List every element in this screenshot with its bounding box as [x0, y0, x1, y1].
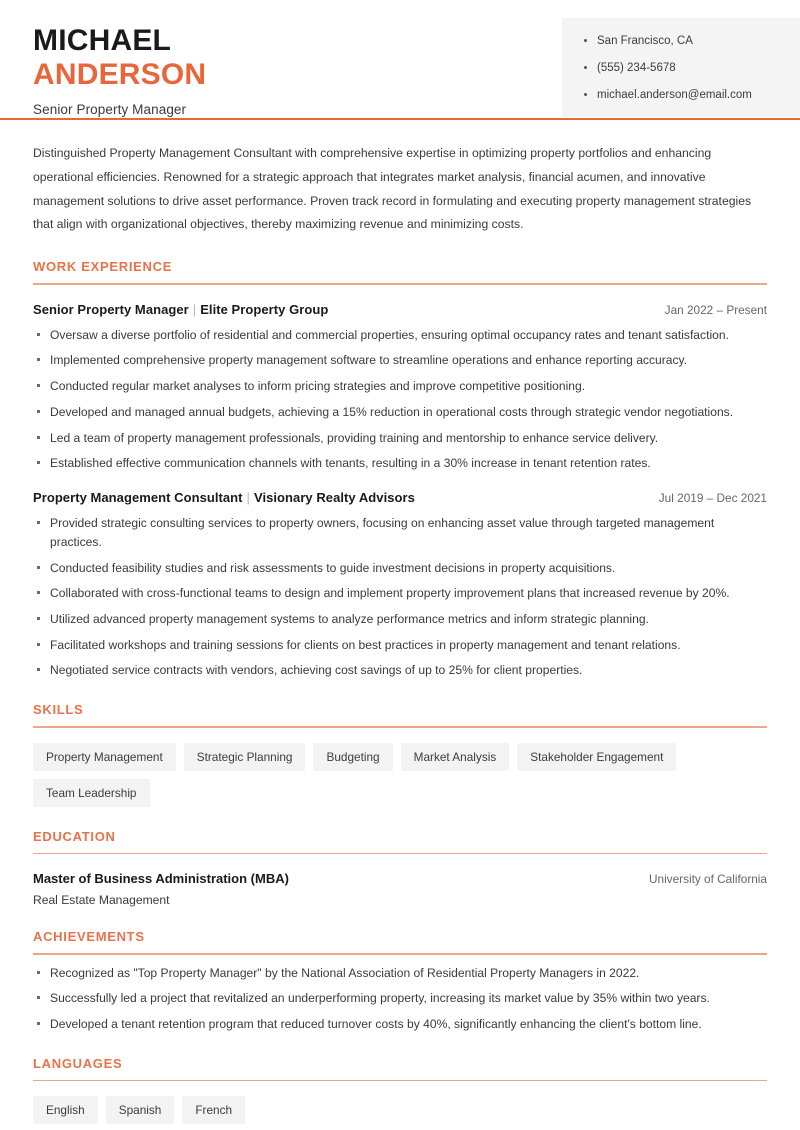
education-field: Real Estate Management — [33, 893, 170, 908]
bullet-item: Implemented comprehensive property management software to streamline operations and enhance reporting accuracy. — [33, 351, 767, 370]
headline-job-title: Senior Property Manager — [33, 101, 187, 117]
contact-item-location: San Francisco, CA — [584, 34, 784, 49]
resume-body — [0, 142, 800, 1124]
section-skills — [33, 702, 767, 807]
bullet-item: Conducted feasibility studies and risk assessments to guide investment decisions in property acquisitions. — [33, 559, 767, 578]
skill-chip: Stakeholder Engagement — [517, 743, 676, 771]
experience-entry-header — [33, 490, 767, 505]
experience-role: Senior Property Manager — [33, 301, 189, 317]
education-entry-header — [33, 871, 767, 886]
separator-pipe: | — [192, 301, 197, 317]
education-entry — [33, 871, 767, 907]
section-title-languages: LANGUAGES — [33, 1055, 123, 1071]
section-underline — [33, 1080, 767, 1082]
contact-item-phone: (555) 234-5678 — [584, 61, 784, 76]
bullet-item: Led a team of property management professionals, providing training and mentorship to enhance service delivery. — [33, 429, 767, 448]
professional-summary: Distinguished Property Management Consultant with comprehensive expertise in optimizing property portfolios and enhancing operational efficiencies. Renowned for a strategic approach that integrates market analysis, financial acumen, and innovative management solutions to drive asset performance. Proven track record in formulating and executing property management strategies that align with organizational objectives, thereby maximizing revenue and minimizing costs. — [33, 146, 752, 232]
bullet-item: Negotiated service contracts with vendors, achieving cost savings of up to 25% for client properties. — [33, 661, 767, 680]
bullet-item: Established effective communication channels with tenants, resulting in a 30% increase in tenant retention rates. — [33, 454, 767, 473]
skills-chip-list — [33, 743, 767, 807]
section-work-experience — [33, 259, 767, 680]
bullet-item: Provided strategic consulting services to property owners, focusing on enhancing asset value through targeted management practices. — [33, 514, 767, 551]
experience-entry — [33, 490, 767, 680]
section-underline — [33, 853, 767, 855]
bullet-item: Successfully led a project that revitalized an underperforming property, increasing its market value by 35% within two years. — [33, 989, 767, 1008]
section-underline — [33, 953, 767, 955]
experience-bullets — [33, 514, 767, 680]
section-title-skills: SKILLS — [33, 702, 84, 718]
section-underline — [33, 283, 767, 285]
separator-pipe: | — [246, 490, 250, 506]
contact-item-email: michael.anderson@email.com — [584, 88, 784, 103]
bullet-item: Developed and managed annual budgets, achieving a 15% reduction in operational costs through strategic vendor negotiations. — [33, 403, 767, 422]
bullet-item: Oversaw a diverse portfolio of residential and commercial properties, ensuring optimal occupancy rates and tenant satisfaction. — [33, 326, 767, 345]
language-chip: English — [33, 1096, 98, 1124]
experience-bullets — [33, 326, 767, 473]
experience-dates: Jul 2019 – Dec 2021 — [658, 491, 767, 506]
education-degree: Master of Business Administration (MBA) — [33, 871, 289, 887]
header-divider — [0, 118, 800, 120]
experience-role-company — [33, 490, 415, 505]
name-block — [0, 0, 206, 117]
skill-chip: Budgeting — [313, 743, 392, 771]
last-name: ANDERSON — [33, 57, 207, 91]
bullet-item: Collaborated with cross-functional teams to design and implement property improvement plans that increased revenue by 20%. — [33, 584, 767, 603]
section-title-work-experience: WORK EXPERIENCE — [33, 259, 173, 275]
bullet-item: Facilitated workshops and training sessions for clients on best practices in property management and tenant relations. — [33, 636, 767, 655]
achievements-list — [33, 964, 767, 1034]
bullet-item: Recognized as "Top Property Manager" by the National Association of Residential Property Managers in 2022. — [33, 964, 767, 983]
contact-list — [584, 34, 784, 103]
language-chip: French — [182, 1096, 245, 1124]
experience-company: Elite Property Group — [200, 301, 329, 317]
section-education — [33, 829, 767, 908]
bullet-item: Utilized advanced property management systems to analyze performance metrics and inform strategic planning. — [33, 610, 767, 629]
experience-role-company — [33, 302, 328, 317]
experience-entry-header — [33, 302, 767, 317]
section-title-education: EDUCATION — [33, 828, 116, 844]
first-name: MICHAEL — [33, 24, 172, 57]
experience-role: Property Management Consultant — [33, 490, 243, 506]
languages-chip-list — [33, 1096, 767, 1124]
experience-entry — [33, 302, 767, 473]
bullet-item: Conducted regular market analyses to inform pricing strategies and improve competitive positioning. — [33, 377, 767, 396]
section-title-achievements: ACHIEVEMENTS — [33, 929, 145, 945]
bullet-item: Developed a tenant retention program that reduced turnover costs by 40%, significantly enhancing the client's bottom line. — [33, 1015, 767, 1034]
resume-header — [0, 0, 800, 118]
experience-company: Visionary Realty Advisors — [253, 490, 415, 506]
skill-chip: Team Leadership — [33, 779, 150, 807]
education-school: University of California — [648, 872, 767, 887]
skill-chip: Strategic Planning — [184, 743, 306, 771]
section-underline — [33, 726, 767, 728]
section-achievements — [33, 929, 767, 1034]
language-chip: Spanish — [106, 1096, 175, 1124]
experience-dates: Jan 2022 – Present — [664, 302, 767, 317]
skill-chip: Property Management — [33, 743, 176, 771]
section-languages — [33, 1056, 767, 1125]
contact-info-box — [562, 18, 800, 117]
skill-chip: Market Analysis — [401, 743, 510, 771]
